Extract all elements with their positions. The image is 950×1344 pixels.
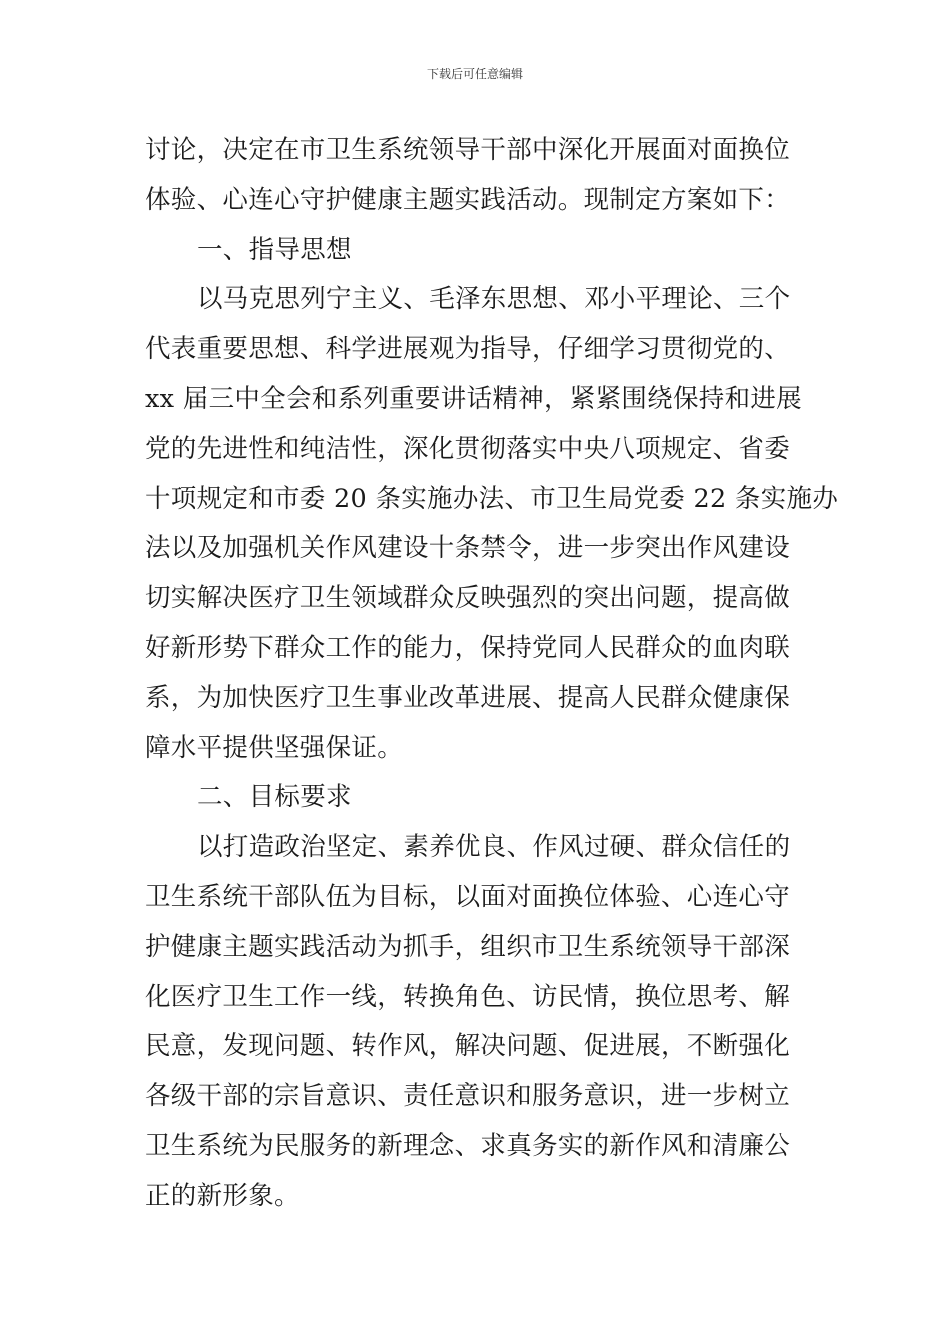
text-line: 法以及加强机关作风建设十条禁令，进一步突出作风建设 [145, 533, 791, 564]
text-line: 切实解决医疗卫生领域群众反映强烈的突出问题，提高做 [145, 583, 791, 614]
document-body [145, 126, 839, 1222]
text-line: 代表重要思想、科学进展观为指导，仔细学习贯彻党的、 [145, 334, 791, 365]
text-line: 体验、心连心守护健康主题实践活动。现制定方案如下： [145, 184, 791, 215]
text-line: 卫生系统为民服务的新理念、求真务实的新作风和清廉公 [145, 1130, 791, 1161]
paragraph-start-line: 以打造政治坚定、素养优良、作风过硬、群众信任的 [197, 832, 791, 863]
text-line: 护健康主题实践活动为抓手，组织市卫生系统领导干部深 [145, 931, 791, 962]
text-line: 民意，发现问题、转作风，解决问题、促进展，不断强化 [145, 1031, 791, 1062]
text-line: 党的先进性和纯洁性，深化贯彻落实中央八项规定、省委 [145, 433, 791, 464]
text-line: 正的新形象。 [145, 1180, 300, 1211]
section-heading: 一、指导思想 [197, 234, 352, 265]
text-line: 卫生系统干部队伍为目标，以面对面换位体验、心连心守 [145, 881, 791, 912]
text-line: 好新形势下群众工作的能力，保持党同人民群众的血肉联 [145, 632, 791, 663]
text-line: 化医疗卫生工作一线，转换角色、访民情，换位思考、解 [145, 981, 791, 1012]
paragraph-start-line: 以马克思列宁主义、毛泽东思想、邓小平理论、三个 [197, 284, 791, 315]
page-header: 下载后可任意编辑 [426, 67, 523, 81]
text-line: 十项规定和市委 20 条实施办法、市卫生局党委 22 条实施办 [145, 483, 839, 514]
text-line: 各级干部的宗旨意识、责任意识和服务意识，进一步树立 [145, 1081, 791, 1112]
text-line: xx 届三中全会和系列重要讲话精神，紧紧围绕保持和进展 [145, 383, 802, 414]
text-line: 系，为加快医疗卫生事业改革进展、提高人民群众健康保 [145, 682, 791, 713]
text-line: 障水平提供坚强保证。 [145, 732, 404, 763]
text-line: 讨论，决定在市卫生系统领导干部中深化开展面对面换位 [145, 135, 791, 165]
section-heading: 二、目标要求 [197, 782, 352, 813]
